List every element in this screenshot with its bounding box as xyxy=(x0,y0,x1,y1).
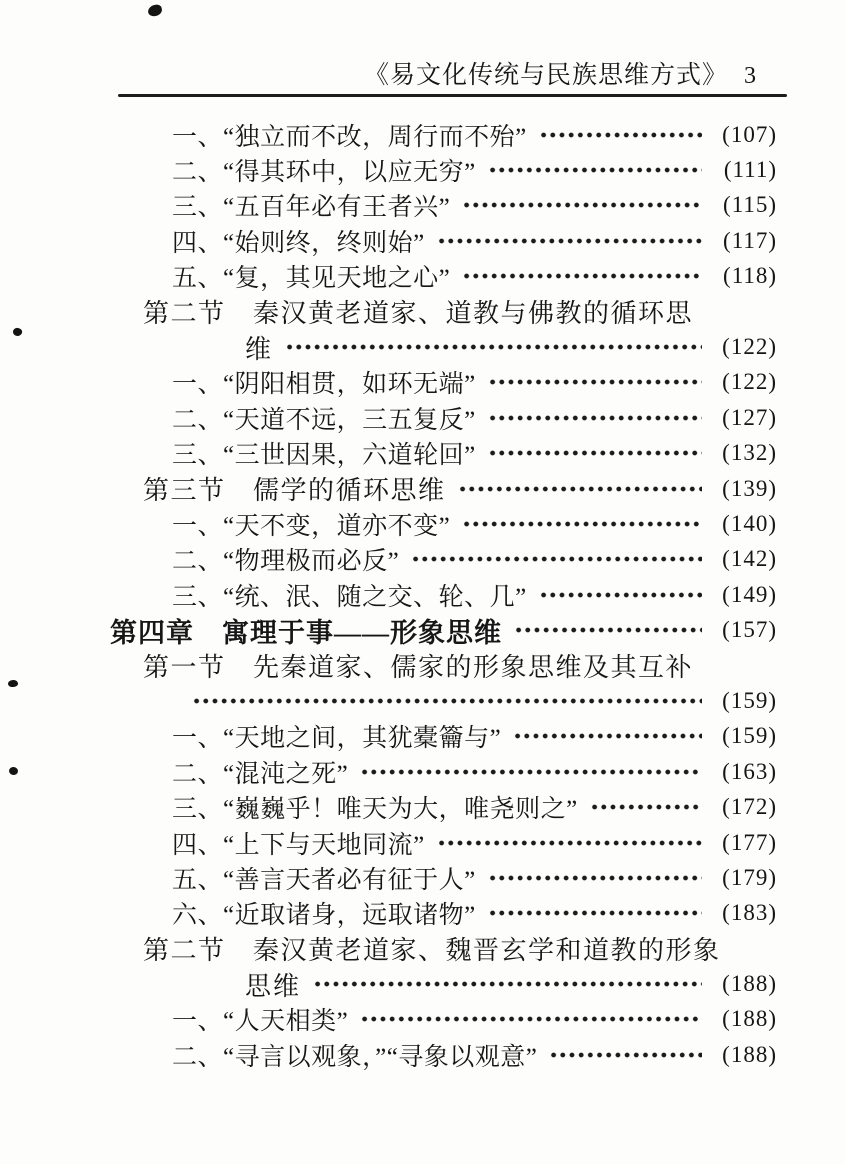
toc-page-number: (115) xyxy=(723,192,777,218)
dot-leader xyxy=(513,728,702,744)
toc-row xyxy=(172,1037,845,1072)
dot-leader xyxy=(590,799,702,815)
dot-leader xyxy=(411,551,702,567)
toc-row xyxy=(245,966,845,1001)
toc-entry-label: 五、“复，其见天地之心” xyxy=(172,265,451,293)
toc-row xyxy=(143,471,845,506)
toc-row xyxy=(180,683,845,718)
toc-page-number: (159) xyxy=(722,723,777,749)
toc-page-number: (140) xyxy=(722,510,777,536)
dot-leader xyxy=(360,764,702,780)
running-header-book-title: 《易文化传统与民族思维方式》 xyxy=(363,62,728,89)
dot-leader xyxy=(549,1047,702,1063)
toc-page-number: (188) xyxy=(722,971,777,997)
dot-leader xyxy=(488,410,702,426)
dot-leader xyxy=(514,622,702,638)
toc-page-number: (111) xyxy=(723,157,777,183)
toc-entry-label: 第一节 先秦道家、儒家的形象思维及其互补 xyxy=(143,653,694,683)
running-header-page-number: 3 xyxy=(744,63,757,89)
dot-leader xyxy=(285,339,702,355)
toc-entry-label: 第三节 儒学的循环思维 xyxy=(143,476,446,506)
toc-page-number: (149) xyxy=(722,581,777,607)
dot-leader xyxy=(488,870,702,886)
toc-row xyxy=(143,648,845,683)
toc-row xyxy=(172,117,845,152)
toc-page-number: (142) xyxy=(722,546,777,572)
toc-row xyxy=(172,152,845,187)
toc-entry-label: 三、“三世因果，六道轮回” xyxy=(172,442,476,470)
toc-page-number: (172) xyxy=(722,794,777,820)
toc-row xyxy=(172,506,845,541)
toc-entry-label: 一、“阴阳相贯，如环无端” xyxy=(172,371,476,399)
toc-page-number: (107) xyxy=(722,121,777,147)
toc-row xyxy=(245,329,845,364)
toc-entry-label: 四、“上下与天地同流” xyxy=(172,831,425,859)
toc-page-number: (159) xyxy=(722,687,777,713)
toc-entry-label: 一、“人天相类” xyxy=(172,1008,349,1036)
toc-entry-label: 第四章 寓理于事——形象思维 xyxy=(110,617,502,648)
toc-row xyxy=(172,365,845,400)
toc-entry-label: 三、“统、泯、随之交、轮、几” xyxy=(172,583,527,611)
dot-leader xyxy=(488,445,702,461)
running-header xyxy=(0,55,757,91)
toc-row xyxy=(172,754,845,789)
toc-page-number: (132) xyxy=(722,440,777,466)
dot-leader xyxy=(462,516,702,532)
toc-row xyxy=(172,789,845,824)
toc-entry-label: 维 xyxy=(245,334,274,364)
toc-row xyxy=(172,860,845,895)
toc-row xyxy=(172,400,845,435)
toc-row xyxy=(172,188,845,223)
toc-entry-label: 二、“物理极而必反” xyxy=(172,548,400,576)
toc-page-number: (139) xyxy=(722,475,777,501)
toc-entry-label: 四、“始则终，终则始” xyxy=(172,229,425,257)
toc-page-number: (127) xyxy=(722,404,777,430)
toc-page-number: (188) xyxy=(722,1041,777,1067)
toc-page-number: (163) xyxy=(722,758,777,784)
toc-entry-label: 第二节 秦汉黄老道家、道教与佛教的循环思 xyxy=(143,299,694,329)
toc-page-number: (183) xyxy=(722,900,777,926)
toc-row xyxy=(110,612,845,647)
toc-row xyxy=(143,931,845,966)
toc-page-number: (157) xyxy=(722,617,777,643)
ink-speck xyxy=(147,4,163,18)
toc-row xyxy=(172,719,845,754)
toc-page-number: (122) xyxy=(722,369,777,395)
toc-page-number: (188) xyxy=(722,1006,777,1032)
dot-leader xyxy=(360,1011,702,1027)
toc-row xyxy=(172,542,845,577)
toc-entry-label: 一、“天不变，道亦不变” xyxy=(172,513,451,540)
toc-row xyxy=(172,825,845,860)
toc-page-number: (117) xyxy=(723,227,777,253)
toc-page-number: (118) xyxy=(723,263,777,289)
toc-entry-label: 一、“独立而不改，周行而不殆” xyxy=(172,123,527,151)
toc-entry-label: 二、“混沌之死” xyxy=(172,760,349,788)
toc-row xyxy=(172,577,845,612)
dot-leader xyxy=(488,374,702,390)
dot-leader xyxy=(437,835,702,851)
dot-leader xyxy=(458,481,702,497)
dot-leader xyxy=(437,233,702,249)
toc-page-number: (177) xyxy=(722,829,777,855)
toc-entry-label: 二、“天道不远，三五复反” xyxy=(172,406,476,434)
toc-row xyxy=(172,223,845,258)
toc-entry-label: 一、“天地之间，其犹橐籥与” xyxy=(172,725,502,753)
dot-leader xyxy=(313,976,702,992)
toc-entry-label: 第二节 秦汉黄老道家、魏晋玄学和道教的形象 xyxy=(143,936,721,966)
toc-entry-label: 二、“寻言以观象，”“寻象以观意” xyxy=(172,1043,538,1071)
header-rule xyxy=(118,94,787,97)
toc-entry-label: 三、“巍巍乎！唯天为大，唯尧则之” xyxy=(172,796,578,824)
dot-leader xyxy=(488,162,702,178)
dot-leader xyxy=(462,268,702,284)
toc-entry-label: 二、“得其环中，以应无穷” xyxy=(172,159,476,187)
toc-row xyxy=(143,294,845,329)
toc-entry-label: 五、“善言天者必有征于人” xyxy=(172,866,476,894)
dot-leader xyxy=(539,587,702,603)
toc-entry-label: 思维 xyxy=(245,971,302,1001)
toc-row xyxy=(172,436,845,471)
toc-row xyxy=(172,896,845,931)
table-of-contents xyxy=(0,117,845,1073)
toc-entry-label: 六、“近取诸身，远取诸物” xyxy=(172,902,476,930)
toc-page-number: (179) xyxy=(722,864,777,890)
dot-leader xyxy=(192,693,702,709)
toc-entry-label: 三、“五百年必有王者兴” xyxy=(172,194,451,222)
dot-leader xyxy=(488,905,702,921)
toc-row xyxy=(172,1002,845,1037)
toc-page-number: (122) xyxy=(722,334,777,360)
dot-leader xyxy=(462,197,702,213)
dot-leader xyxy=(539,127,702,143)
toc-row xyxy=(172,259,845,294)
